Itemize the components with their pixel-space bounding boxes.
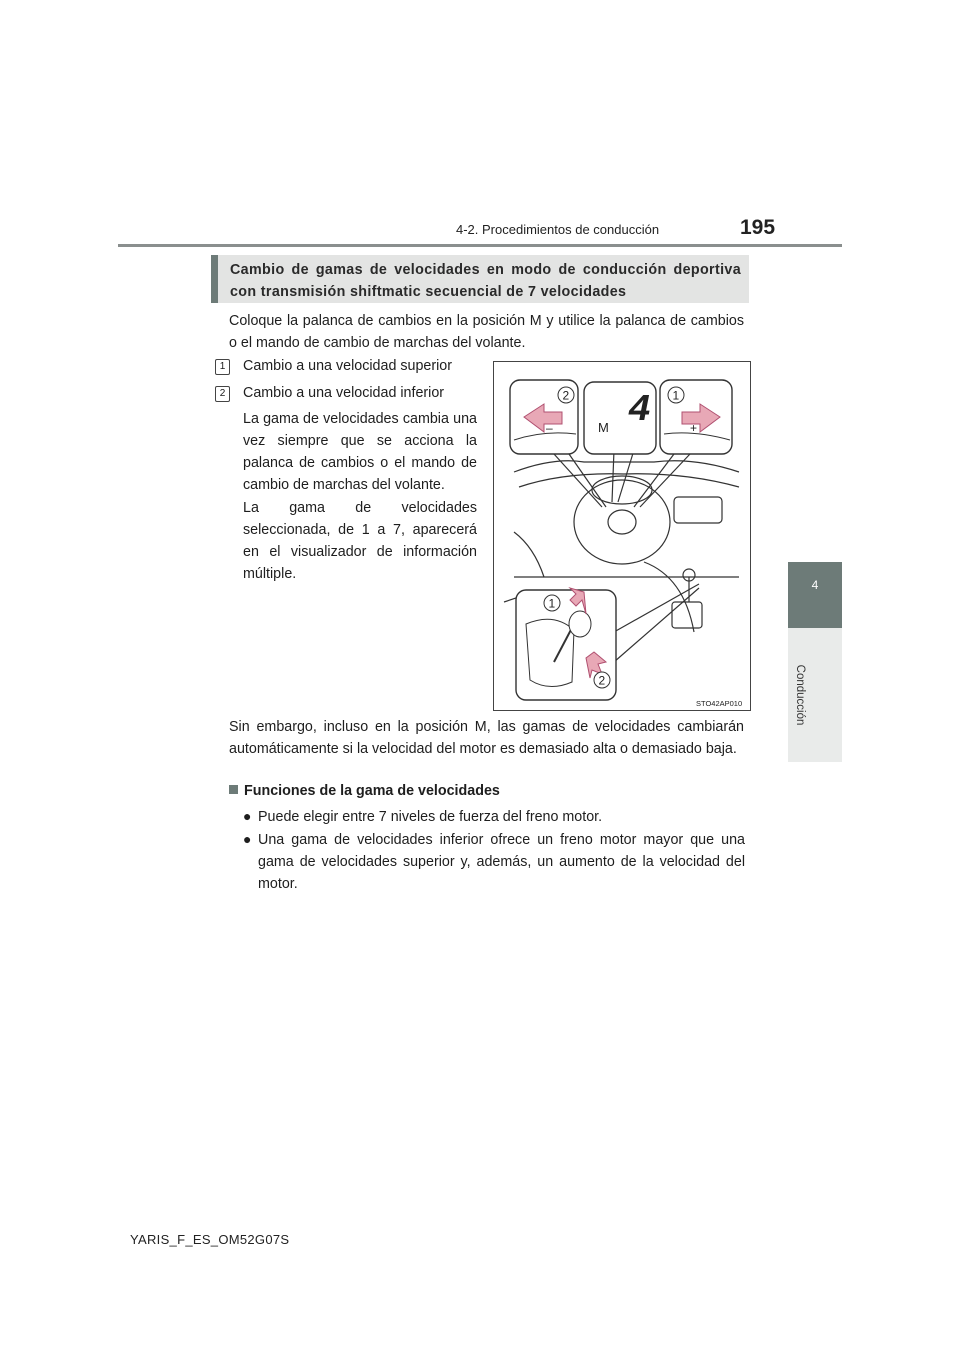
bullet-dot-icon: ● — [243, 831, 252, 847]
heading-square-icon — [229, 785, 238, 794]
document-code-footer: YARIS_F_ES_OM52G07S — [130, 1232, 290, 1247]
plus-sign: + — [690, 421, 698, 435]
chapter-number: 4 — [811, 578, 819, 592]
bullet-item-1: Puede elegir entre 7 niveles de fuerza del freno motor. — [258, 809, 603, 825]
item-text-downshift: Cambio a una velocidad inferior — [243, 385, 445, 401]
running-header-section: 4-2. Procedimientos de conducción — [456, 222, 660, 237]
bullet-item-2: Una gama de velocidades inferior ofrece un freno motor mayor que una gama de velocidades superior y, además, un aumento de la velocidad del motor. — [258, 832, 745, 892]
shift-illustration — [494, 362, 750, 710]
section-title-box: Cambio de gamas de velocidades en modo de conducción deportiva con transmisión shiftmatic secuencial de 7 velocidades — [211, 255, 749, 303]
subsection-heading: Funciones de la gama de velocidades — [229, 783, 500, 799]
gear-digit: 4 — [628, 389, 651, 432]
callout-1-bottom: 1 — [548, 596, 556, 611]
m-mode-letter: M — [598, 420, 609, 435]
intro-paragraph: Coloque la palanca de cambios en la posición M y utilice la palanca de cambios o el mando de cambio de marchas del volante. — [229, 313, 744, 351]
item-number-1: 1 — [215, 356, 230, 375]
shift-figure — [493, 361, 751, 711]
gear-range-paragraph: La gama de velocidades cambia una vez siempre que se acciona la palanca de cambios o el mando de cambio de marchas del volante. — [243, 411, 477, 493]
minus-sign: – — [546, 421, 553, 435]
figure-code: STO42AP010 — [696, 699, 743, 708]
callout-2-top: 2 — [562, 388, 570, 403]
item-number-2: 2 — [215, 383, 230, 402]
bullet-dot-icon: ● — [243, 808, 252, 824]
item-text-upshift: Cambio a una velocidad superior — [243, 358, 453, 374]
chapter-label: Conducción — [794, 664, 806, 726]
page-number: 195 — [740, 216, 776, 239]
callout-1-top: 1 — [672, 388, 680, 403]
callout-2-bottom: 2 — [598, 673, 606, 688]
header-rule — [118, 244, 842, 247]
chapter-tab — [788, 562, 842, 628]
after-figure-paragraph: Sin embargo, incluso en la posición M, las gamas de velocidades cambiarán automáticamente si la velocidad del motor es demasiado alta o demasiado baja. — [229, 719, 744, 757]
display-paragraph: La gama de velocidades seleccionada, de 1 a 7, aparecerá en el visualizador de información múltiple. — [243, 500, 477, 582]
